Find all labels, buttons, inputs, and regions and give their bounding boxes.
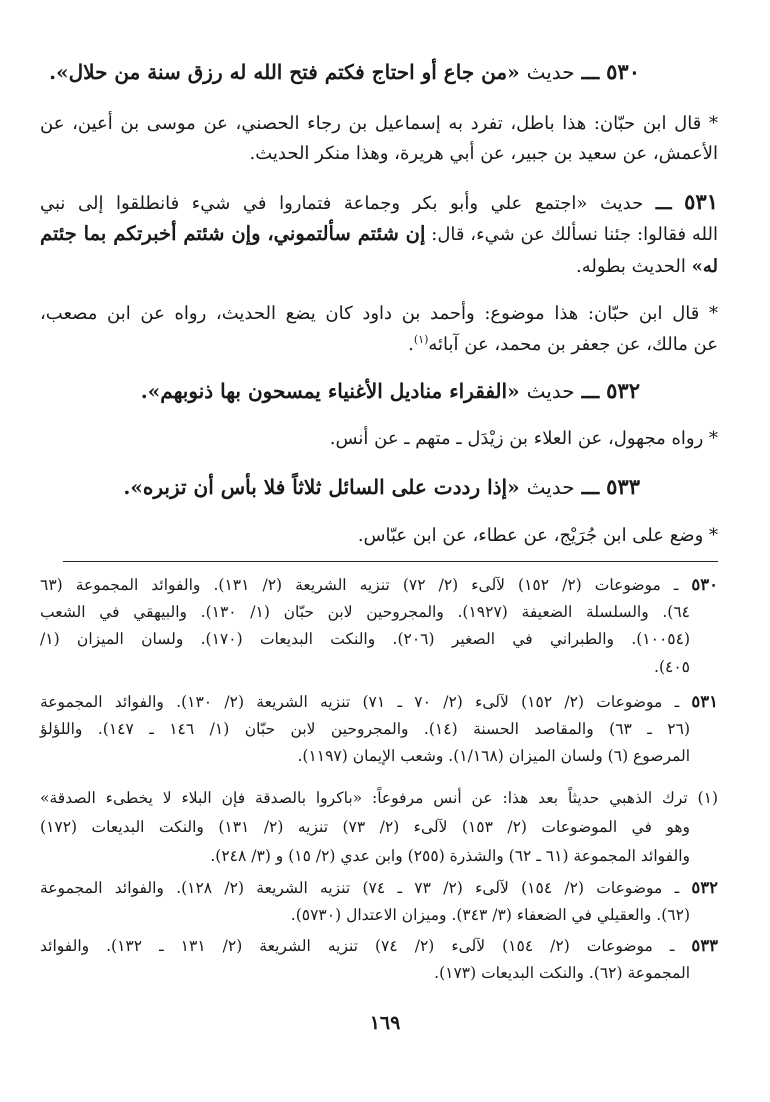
entry-dash: ـــ [581, 379, 600, 403]
entry-530-heading [40, 58, 640, 86]
entry-533-note: * وضع على ابن جُرَيْج، عن عطاء، عن ابن عبّاس. [357, 525, 718, 546]
entry-number: ٥٣١ [684, 189, 718, 214]
entry-531-line-1 [40, 188, 718, 218]
entry-530-note-line-2: الأعمش، عن سعيد بن جبير، عن أبي هريرة، وهذا منكر الحديث. [249, 143, 718, 164]
hadith-text: الله فقالوا: جئنا نسألك عن شيء، قال: [431, 224, 718, 245]
footnote-531-line-1 [40, 690, 718, 714]
hadith-text: «إذا رددت على السائل ثلاثاً فلا بأس أن تزبره». [123, 475, 520, 499]
footnote-text: ـ موضوعات (٢/ ١٥٢) لآلىء (٢/ ٧٢) تنزيه الشريعة (٢/ ١٣١). والفوائد المجموعة (٦٣ [40, 576, 679, 594]
footnote-text: ـ موضوعات (٢/ ١٥٤) لآلىء (٢/ ٧٤) تنزيه الشريعة (٢/ ١٣١ ـ ١٣٢). والفوائد [40, 937, 675, 955]
entry-number: ٥٣٣ [606, 474, 640, 499]
entry-533-heading [40, 473, 640, 501]
footnote-text: ـ موضوعات (٢/ ١٥٢) لآلىء (٢/ ٧٠ ـ ٧١) تنزيه الشريعة (٢/ ١٣٠). والفوائد المجموعة [40, 693, 680, 711]
footnote-531-line-2: (٢٦ ـ ٦٣) والمقاصد الحسنة (١٤). والمجروحين لابن حبّان (١/ ١٤٦ ـ ١٤٧). واللؤلؤ [40, 720, 691, 738]
entry-dash: ـــ [581, 60, 600, 84]
entry-531-line-3 [40, 253, 718, 281]
note-end: . [408, 334, 414, 355]
page-number: ١٦٩ [369, 1012, 401, 1034]
hadith-text-emphasis: إن شئتم سألتموني، وإن شئتم أخبرتكم بما جئتم [40, 222, 426, 245]
hadith-text-emphasis: له» [691, 256, 718, 277]
footnote-divider [63, 561, 718, 562]
note-text: عن مالك، عن جعفر بن محمد، عن آبائه [428, 334, 718, 355]
footnote-number: ٥٣٣ [691, 936, 718, 955]
entry-dash: ـــ [655, 193, 672, 214]
footnote-text: ـ موضوعات (٢/ ١٥٤) لآلىء (٢/ ٧٣ ـ ٧٤) تنزيه الشريعة (٢/ ١٢٨). والفوائد المجموعة [40, 879, 680, 897]
footnote-number: ٥٣١ [691, 692, 719, 711]
entry-dash: ـــ [581, 475, 600, 499]
entry-531-note-line-1: * قال ابن حبّان: هذا موضوع: وأحمد بن داود كان يضع الحديث، رواه عن ابن مصعب، [40, 303, 718, 324]
entry-530-note-line-1: * قال ابن حبّان: هذا باطل، تفرد به إسماعيل بن رجاء الحصني، عن موسى بن أعين، عن [40, 113, 718, 134]
entry-label: حديث [526, 475, 575, 499]
footnote-530-line-1 [40, 573, 718, 597]
footnote-number: ٥٣٢ [691, 878, 719, 897]
footnote-533-line-2: المجموعة (٦٢). والنكت البديعات (١٧٣). [434, 964, 690, 982]
footnote-532-line-2: (٦٢). والعقيلي في الضعفاء (٣/ ٣٤٣). وميزان الاعتدال (٥٧٣٠). [290, 906, 690, 924]
footnote-533-line-1 [40, 934, 718, 958]
hadith-text: «الفقراء مناديل الأغنياء يمسحون بها ذنوبهم». [140, 379, 520, 403]
entry-label: حديث [526, 379, 575, 403]
footnote-532-line-1 [40, 876, 718, 900]
footnote-number: ٥٣٠ [691, 575, 719, 594]
entry-number: ٥٣٢ [606, 378, 640, 403]
entry-number: ٥٣٠ [606, 59, 640, 84]
footnote-1-line-1: (١) ترك الذهبي حديثاً بعد هذا: عن أنس مرفوعاً: «باكروا بالصدقة فإن البلاء لا يخطىء الصدقة» [40, 789, 718, 807]
entry-label: حديث [526, 60, 575, 84]
entry-531-note-line-2 [40, 331, 718, 359]
entry-label: حديث [599, 193, 644, 214]
footnote-530-line-2: ٦٤). والسلسلة الضعيفة (١٩٢٧). والمجروحين لابن حبّان (١/ ١٣٠). والبيهقي في الشعب [40, 603, 691, 621]
entry-532-heading [40, 377, 640, 405]
footnote-1-line-3: والفوائد المجموعة (٦١ ـ ٦٢) والشذرة (٢٥٥) وابن عدي (٢/ ١٥) و (٣/ ٢٤٨). [210, 847, 690, 865]
footnote-530-line-3: (١٠٠٥٤). والطبراني في الصغير (٢٠٦). والنكت البديعات (١٧٠). ولسان الميزان (١/ [40, 630, 690, 648]
hadith-text: الحديث بطوله. [575, 256, 686, 277]
entry-532-note: * رواه مجهول، عن العلاء بن زيْدَل ـ متهم ـ عن أنس. [329, 428, 718, 449]
hadith-text: «من جاع أو احتاج فكتم فتح الله له رزق سنة من حلال». [49, 60, 520, 84]
hadith-text: «اجتمع علي وأبو بكر وجماعة فتماروا في شيء فانطلقوا إلى نبي [40, 193, 588, 214]
entry-531-line-2 [40, 220, 718, 249]
footnote-marker: (١) [413, 333, 429, 346]
footnote-531-line-3: المرصوع (٦) ولسان الميزان (١/١٦٨). وشعب الإيمان (١١٩٧). [297, 747, 690, 765]
footnote-1-line-2: وهو في الموضوعات (٢/ ١٥٣) لآلىء (٢/ ٧٣) تنزيه (٢/ ١٣١) والنكت البديعات (١٧٢) [40, 818, 691, 836]
footnote-530-line-4: ٤٠٥). [654, 658, 690, 676]
